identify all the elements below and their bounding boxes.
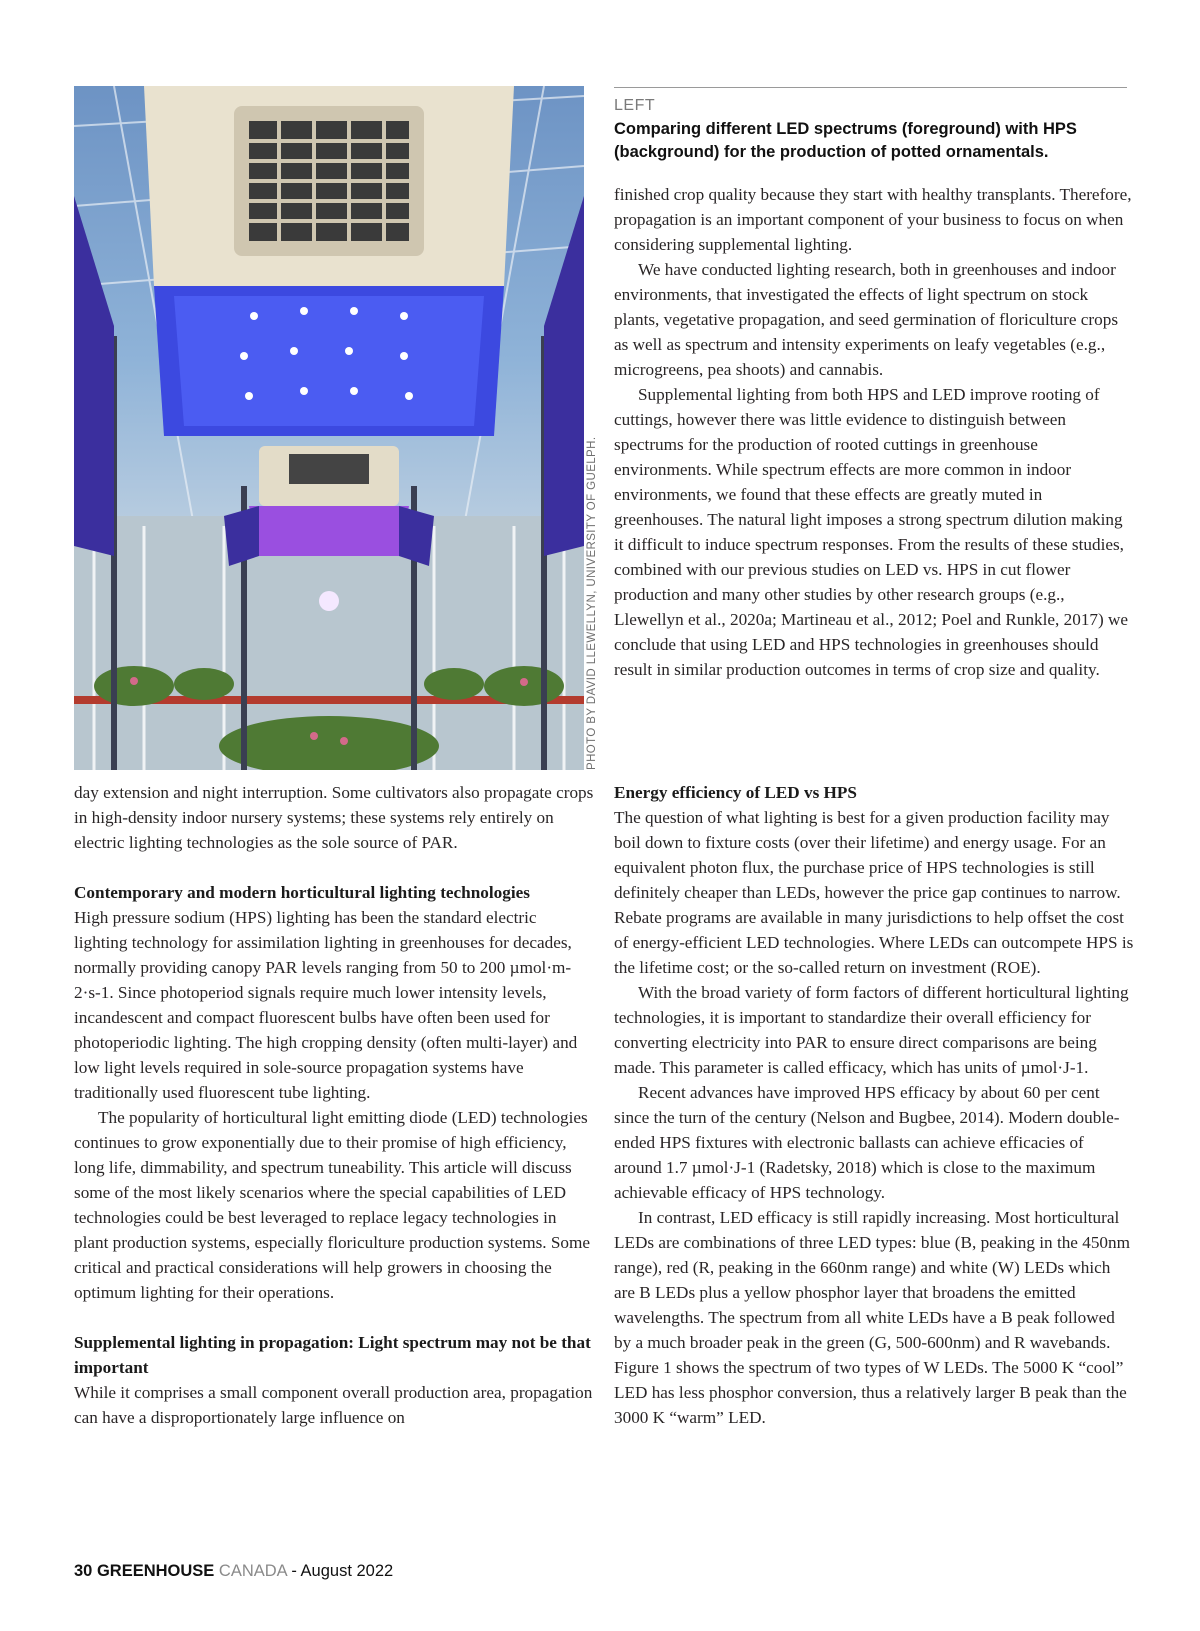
left-column [74, 780, 594, 1430]
issue-date: - August 2022 [291, 1562, 394, 1580]
paragraph: We have conducted lighting research, both in greenhouses and indoor environments, that investigated the effects of light spectrum on stock plants, vegetative propagation, and seed germination of floriculture crops as well as spectrum and intensity experiments on leafy vegetables (e.g., microgreens, pea shoots) and cannabis. [614, 260, 1119, 379]
paragraph: In contrast, LED efficacy is still rapidly increasing. Most horticultural LEDs are combinations of three LED types: blue (B, peaking in the 450nm range), red (R, peaking in the 660nm range) and white (W) LEDs which are B LEDs plus a yellow phosphor layer that broadens the emitted wavelengths. The spectrum from all white LEDs have a B peak followed by a much broader peak in the green (G, 500-600nm) and R wavebands. Figure 1 shows the spectrum of two types of W LEDs. The 5000 K “cool” LED has less phosphor conversion, thus a relatively larger B peak than the 3000 K “warm” LED. [614, 1208, 1130, 1427]
photo-caption [614, 87, 1127, 164]
section-heading: Contemporary and modern horticultural lighting technologies [74, 883, 530, 902]
section-heading: Energy efficiency of LED vs HPS [614, 783, 857, 802]
caption-text: Comparing different LED spectrums (foreground) with HPS (background) for the production of potted ornamentals. [614, 120, 1077, 161]
photo-credit: PHOTO BY DAVID LLEWELLYN, UNIVERSITY OF GUELPH. [586, 436, 598, 770]
magazine-brand: GREENHOUSE [96, 1562, 215, 1580]
right-column-top [614, 182, 1134, 682]
paragraph: Recent advances have improved HPS efficacy by about 60 per cent since the turn of the century (Nelson and Bugbee, 2014). Modern double-ended HPS fixtures with electronic ballasts can achieve efficacies of around 1.7 µmol·J-1 (Radetsky, 2018) which is close to the maximum achievable efficacy of HPS technology. [614, 1083, 1120, 1202]
paragraph: With the broad variety of form factors of different horticultural lighting technologies, it is important to standardize their overall efficiency for converting electricity into PAR to ensure direct comparisons are being made. This parameter is called efficacy, which has units of µmol·J-1. [614, 983, 1129, 1077]
page-number: 30 [74, 1562, 93, 1580]
paragraph: day extension and night interruption. Some cultivators also propagate crops in high-density indoor nursery systems; these systems rely entirely on electric lighting technologies as the sole source of PAR. [74, 783, 594, 852]
paragraph: finished crop quality because they start with healthy transplants. Therefore, propagation is an important component of your business to focus on when considering supplemental lighting. [614, 185, 1132, 254]
right-column-bottom [614, 780, 1134, 1430]
paragraph: Supplemental lighting from both HPS and LED improve rooting of cuttings, however there was little evidence to distinguish between spectrums for the production of rooted cuttings in greenhouse environments. While spectrum effects are more common in indoor environments, we found that these effects are greatly muted in greenhouses. The natural light imposes a strong spectrum dilution making it difficult to induce spectrum responses. From the results of these studies, combined with our previous studies on LED vs. HPS in cut flower production and many other studies by other research groups (e.g., Llewellyn et al., 2020a; Martineau et al., 2012; Poel and Runkle, 2017) we conclude that using LED and HPS technologies in greenhouses should result in similar production outcomes in terms of crop size and quality. [614, 385, 1129, 679]
paragraph: The popularity of horticultural light emitting diode (LED) technologies continues to grow exponentially due to their promise of high efficiency, long life, dimmability, and spectrum tuneability. This article will discuss some of the most likely scenarios where the special capabilities of LED technologies could be best leveraged to replace legacy technologies in plant production systems, especially floriculture production systems. Some critical and practical considerations will help growers in choosing the optimum lighting for their operations. [74, 1108, 591, 1302]
caption-label: LEFT [614, 97, 656, 114]
article-photo [74, 86, 584, 770]
section-heading: Supplemental lighting in propagation: Light spectrum may not be that important [74, 1333, 591, 1377]
page-footer [74, 1562, 393, 1581]
paragraph: High pressure sodium (HPS) lighting has been the standard electric lighting technology for assimilation lighting in greenhouses for decades, normally providing canopy PAR levels ranging from 50 to 200 µmol·m-2·s-1. Since photoperiod signals require much lower intensity levels, incandescent and compact fluorescent bulbs have often been used for photoperiodic lighting. The high cropping density (often multi-layer) and low light levels required in sole-source propagation systems have traditionally used fluorescent tube lighting. [74, 908, 578, 1102]
paragraph: The question of what lighting is best for a given production facility may boil down to fixture costs (over their lifetime) and energy usage. For an equivalent photon flux, the purchase price of HPS technologies is still definitely cheaper than LEDs, however the price gap continues to narrow. Rebate programs are available in many jurisdictions to help offset the cost of energy-efficient LED technologies. Where LEDs can outcompete HPS is the lifetime cost; or the so-called return on investment (ROE). [614, 808, 1134, 977]
magazine-brand-suffix: CANADA [218, 1562, 287, 1580]
paragraph: While it comprises a small component overall production area, propagation can have a disproportionately large influence on [74, 1383, 593, 1427]
